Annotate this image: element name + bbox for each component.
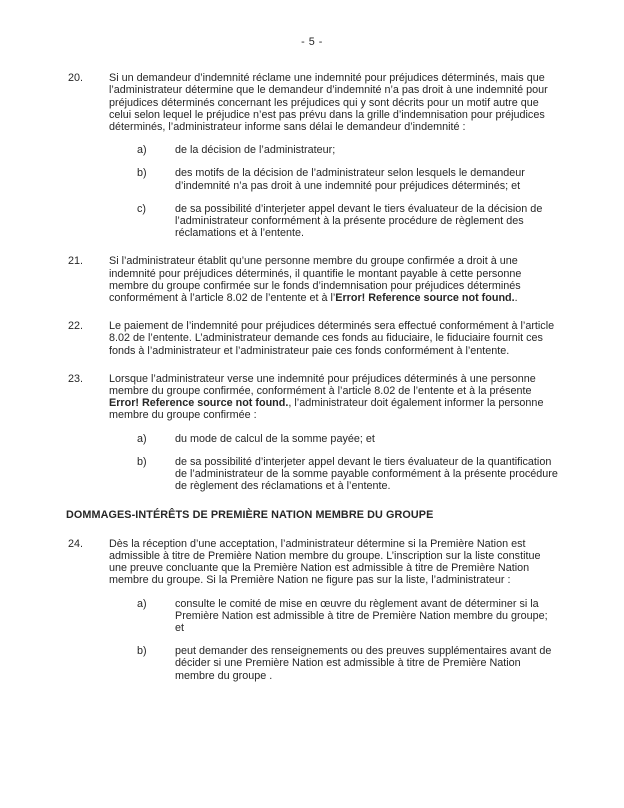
subitem-letter-marker: b) [137, 645, 147, 658]
text-segment: des motifs de la décision de l’administrateur selon lesquels le demandeur d’indemnité n’a pas droit à une indemnité pour préjudices déterminés; et [175, 167, 525, 192]
text-segment: Dès la réception d’une acceptation, l’administrateur détermine si la Première Nation est admissible à titre de Première Nation membre du groupe. L’inscription sur la liste constitue une preuve concluante que la Première Nation est admissible à titre de Première Nation membre du groupe. Si la Première Nation ne figure pas sur la liste, l’administrateur : [109, 537, 541, 587]
text-segment: . [514, 292, 518, 305]
subitem-letter-marker: b) [137, 167, 147, 180]
text-segment: de sa possibilité d’interjeter appel devant le tiers évaluateur de la décision de l’administrateur conformément à la présente procédure de règlement des réclamations et à l’entente. [175, 202, 543, 240]
subitem-text [175, 144, 558, 156]
lettered-subitem [0, 167, 624, 191]
paragraph-number-marker: 20. [68, 72, 84, 85]
numbered-paragraph [0, 72, 624, 133]
paragraph-number-marker: 21. [68, 255, 84, 268]
paragraph-text [109, 255, 556, 304]
numbered-paragraph [0, 320, 624, 357]
text-segment: de la décision de l’administrateur; [175, 144, 336, 157]
subitem-text [175, 645, 558, 682]
subitem-text [175, 456, 558, 493]
subitem-text [175, 167, 558, 191]
paragraph-text [109, 538, 556, 587]
paragraph-number-marker: 23. [68, 372, 84, 385]
lettered-subitem [0, 203, 624, 240]
error-reference-text: Error! Reference source not found. [335, 292, 515, 305]
text-segment: Si l’administrateur établit qu’une personne membre du groupe confirmée a droit à une indemnité pour préjudices déterminés, il quantifie le montant payable à cette personne membre du groupe confirmée sur le fonds d’indemnisation pour préjudices déterminés conformément à l’article 8.02 de l’entente et à l’ [109, 255, 522, 305]
text-segment: de sa possibilité d’interjeter appel devant le tiers évaluateur de la quantification de l’administrateur de la somme payable conformément à la présente procédure de règlement des réclamations et à l’entente. [175, 455, 558, 493]
text-segment: , l’administrateur doit également informer la personne membre du groupe confirmée : [109, 397, 544, 422]
subitem-text [175, 433, 558, 445]
lettered-subitem [0, 645, 624, 682]
text-segment: consulte le comité de mise en œuvre du règlement avant de déterminer si la Première Nation est admissible à titre de Première Nation membre du groupe; et [175, 597, 548, 634]
lettered-subitem [0, 598, 624, 635]
lettered-subitem [0, 433, 624, 445]
numbered-paragraph [0, 538, 624, 587]
text-segment: du mode de calcul de la somme payée; et [175, 432, 375, 445]
subitem-letter-marker: a) [137, 144, 147, 157]
subitem-letter-marker: a) [137, 597, 147, 610]
error-reference-text: Error! Reference source not found. [109, 397, 289, 410]
lettered-subitem [0, 456, 624, 493]
text-segment: peut demander des renseignements ou des preuves supplémentaires avant de décider si une Première Nation est admissible à titre de Première Nation membre du groupe . [175, 645, 552, 682]
section-heading [0, 509, 624, 521]
paragraph-text [109, 72, 556, 133]
subitem-text [175, 598, 558, 635]
subitem-letter-marker: c) [137, 202, 146, 215]
subitem-text [175, 203, 558, 240]
page-number: - 5 - [301, 36, 323, 48]
section-heading-text [66, 509, 433, 521]
paragraph-number-marker: 22. [68, 320, 84, 333]
subitem-letter-marker: b) [137, 455, 147, 468]
text-segment: Lorsque l’administrateur verse une indemnité pour préjudices déterminés à une personne membre du groupe confirmée, conformément à l’article 8.02 de l’entente et à la présente [109, 372, 536, 398]
paragraph-number-marker: 24. [68, 537, 84, 550]
text-segment: DOMMAGES-INTÉRÊTS DE PREMIÈRE NATION MEMBRE DU GROUPE [66, 509, 434, 522]
paragraph-text [109, 373, 556, 422]
text-segment: Le paiement de l’indemnité pour préjudices déterminés sera effectué conformément à l’article 8.02 de l’entente. L’administrateur demande ces fonds au fiduciaire, le fiduciaire fournit ces fonds à l’administrateur et l’administrateur paie ces fonds conformément à l’entente. [109, 320, 555, 357]
paragraph-text [109, 320, 556, 357]
document-body [0, 72, 624, 682]
subitem-letter-marker: a) [137, 432, 147, 445]
numbered-paragraph [0, 373, 624, 422]
text-segment: Si un demandeur d’indemnité réclame une indemnité pour préjudices déterminés, mais que l’administrateur détermine que le demandeur d’indemnité n’a pas droit à une indemnité pour préjudices déterminés concernant les préjudices qui y sont décrits pour un motif autre que celui selon lequel le préjudice n’est pas prévu dans la grille d’indemnisation pour préjudices déterminés, l’administrateur informe sans délai le demandeur d’indemnité : [109, 72, 548, 134]
numbered-paragraph [0, 255, 624, 304]
lettered-subitem [0, 144, 624, 156]
